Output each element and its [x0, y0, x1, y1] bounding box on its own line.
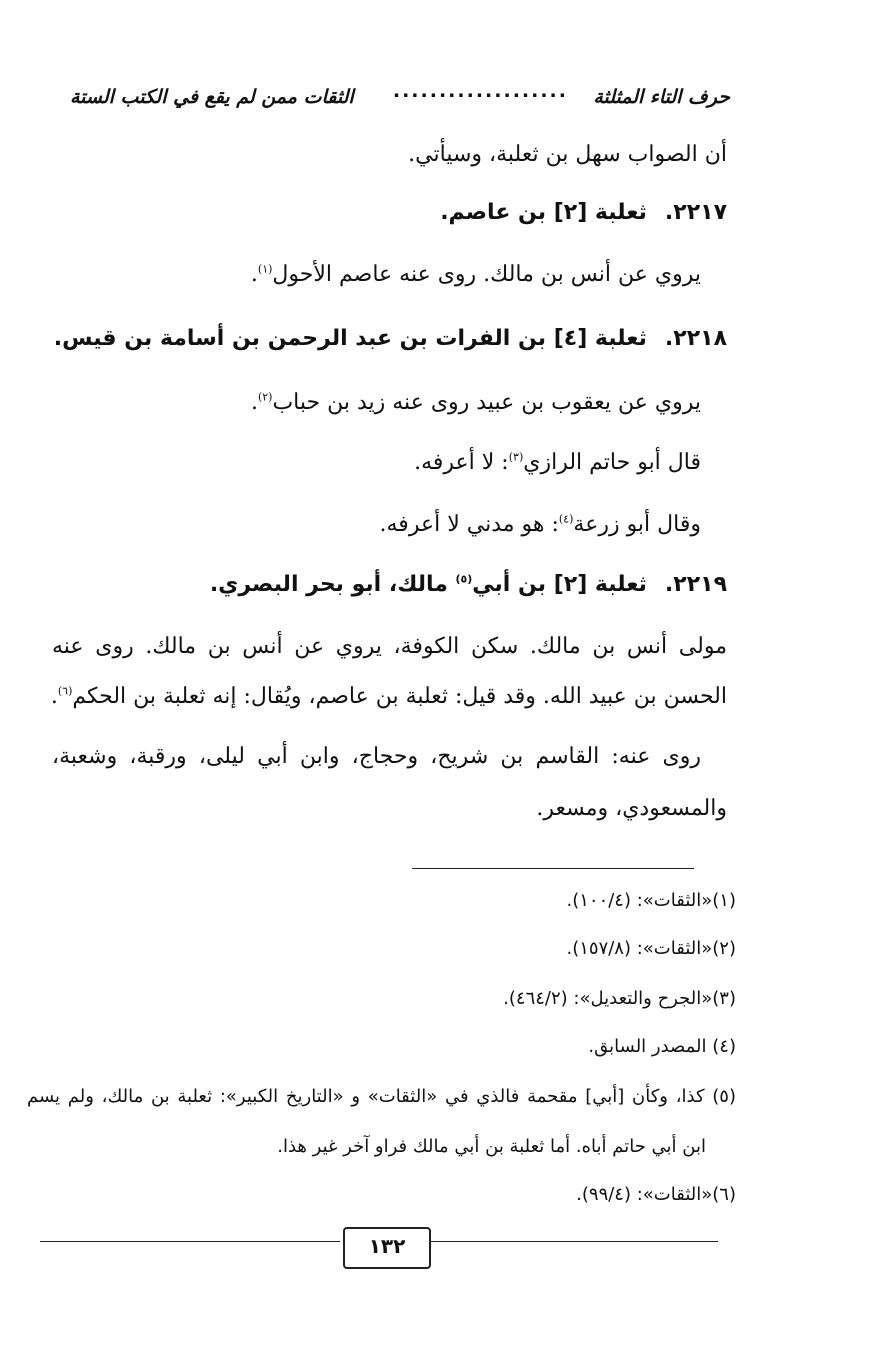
period: . — [250, 262, 258, 287]
text-span: : هو مدني لا أعرفه. — [379, 512, 559, 537]
entry-2219 — [210, 572, 727, 597]
entry-title-b: مالك، أبو بحر البصري. — [209, 572, 456, 597]
page-number: ١٣٢ — [343, 1227, 431, 1269]
running-header — [70, 78, 730, 118]
header-chapter-title: حرف التاء المثلثة — [593, 86, 730, 108]
period: . — [50, 684, 58, 709]
text-span: وقال أبو زرعة — [573, 512, 701, 537]
entry-number: ٢٢١٨. — [664, 326, 727, 351]
footnote-ref: (٢) — [257, 390, 273, 404]
text-span: قال أبو حاتم الرازي — [523, 450, 701, 475]
footnote-2: (٢)«الثقات»: (١٥٧/٨). — [566, 938, 736, 959]
footnote-ref: (١) — [257, 262, 273, 276]
entry-title-a: ثعلبة [٢] بن أبي — [472, 572, 647, 597]
body-line-9: مولى أنس بن مالك. سكن الكوفة، يروي عن أنس بن مالك. روى عنه — [52, 634, 727, 659]
footnote-5-line-1: (٥) كذا، وكأن [أبي] مقحمة فالذي في «الثقات» و «التاريخ الكبير»: ثعلبة بن مالك، ولم يسم — [27, 1086, 736, 1107]
footnote-separator — [412, 868, 694, 869]
text-span: : لا أعرفه. — [414, 450, 509, 475]
bottom-rule-right — [430, 1241, 718, 1242]
footnote-1: (١)«الثقات»: (١٠٠/٤). — [566, 890, 736, 911]
header-book-title: الثقات ممن لم يقع في الكتب الستة — [70, 86, 354, 108]
entry-title: ثعلبة [٤] بن الفرات بن عبد الرحمن بن أسامة بن قيس. — [53, 326, 647, 351]
footnote-3: (٣)«الجرح والتعديل»: (٤٦٤/٢). — [503, 988, 736, 1009]
footnote-5-line-2: ابن أبي حاتم أباه. أما ثعلبة بن أبي مالك فراو آخر غير هذا. — [277, 1136, 706, 1157]
entry-number: ٢٢١٩. — [664, 572, 727, 597]
body-line-12: والمسعودي، ومسعر. — [536, 796, 727, 821]
body-line-11: روى عنه: القاسم بن شريح، وحجاج، وابن أبي ليلى، ورقبة، وشعبة، — [52, 744, 701, 769]
footnote-ref: (٤) — [558, 512, 574, 526]
footnote-ref: (٣) — [508, 450, 524, 464]
text-span: يروي عن يعقوب بن عبيد روى عنه زيد بن حباب — [272, 390, 701, 415]
footnote-4: (٤) المصدر السابق. — [588, 1036, 736, 1057]
header-dot-leader: ................... — [392, 80, 568, 102]
entry-title: ثعلبة [٢] بن عاصم. — [440, 200, 647, 225]
text-span: الحسن بن عبيد الله. وقد قيل: ثعلبة بن عاصم، ويُقال: إنه ثعلبة بن الحكم — [72, 684, 727, 709]
body-line-1: أن الصواب سهل بن ثعلبة، وسيأتي. — [408, 142, 727, 167]
entry-2218 — [54, 326, 727, 351]
text-span: يروي عن أنس بن مالك. روى عنه عاصم الأحول — [272, 262, 701, 287]
body-line-10 — [51, 684, 727, 709]
body-line-6 — [414, 450, 701, 475]
period: . — [250, 390, 258, 415]
bottom-rule-left — [40, 1241, 340, 1242]
entry-number: ٢٢١٧. — [664, 200, 727, 225]
footnote-ref: (٥) — [455, 572, 473, 586]
footnote-6: (٦)«الثقات»: (٩٩/٤). — [576, 1184, 736, 1205]
footnote-ref: (٦) — [57, 684, 73, 698]
body-line-5 — [251, 390, 701, 415]
entry-2217 — [440, 200, 727, 225]
body-line-7 — [380, 512, 701, 537]
body-line-3 — [251, 262, 701, 287]
